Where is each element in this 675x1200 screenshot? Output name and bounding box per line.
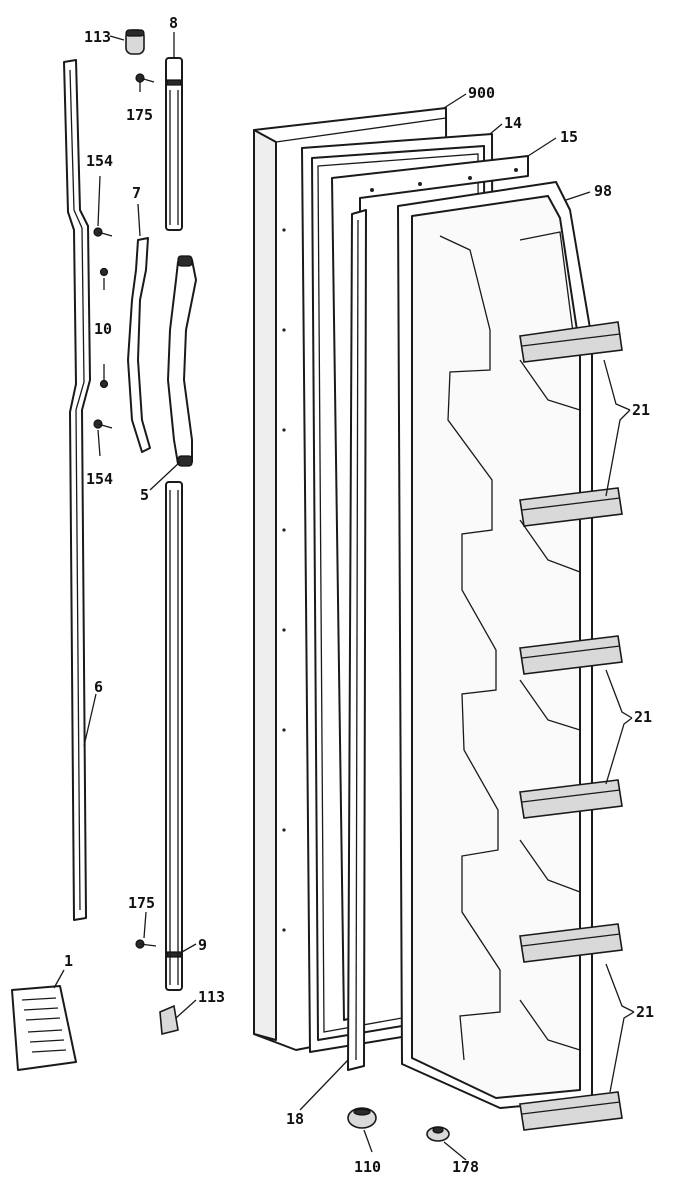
- trim-strip-part-6: [64, 60, 90, 920]
- callout-14: 14: [504, 114, 523, 132]
- side-strip-part-18: [348, 210, 366, 1070]
- handle-trim-part-7: [128, 238, 150, 452]
- callout-110: 110: [354, 1158, 382, 1176]
- callout-15: 15: [560, 128, 579, 146]
- callout-21-a: 21: [632, 401, 651, 419]
- handle-part-5: [168, 256, 196, 466]
- callout-18: 18: [286, 1110, 305, 1128]
- callout-900: 900: [468, 84, 496, 102]
- handle-bar-part-9: [166, 482, 182, 990]
- callout-175-bottom: 175: [128, 894, 156, 912]
- callout-178: 178: [452, 1158, 480, 1176]
- cap-part-113-top: [126, 30, 144, 54]
- handle-bar-part-8: [166, 58, 182, 230]
- callout-175-top: 175: [126, 106, 154, 124]
- callout-10: 10: [94, 320, 113, 338]
- callout-154-top: 154: [86, 152, 114, 170]
- callout-21-c: 21: [636, 1003, 655, 1021]
- screw-parts: [94, 74, 156, 948]
- callout-98: 98: [594, 182, 613, 200]
- cap-part-113-bottom: [160, 1006, 178, 1034]
- callout-113-top: 113: [84, 28, 112, 46]
- hinge-cap-part-110: [348, 1108, 376, 1128]
- manual-part-1: [12, 986, 76, 1070]
- bushing-part-178: [427, 1127, 449, 1141]
- callout-113-bottom: 113: [198, 988, 226, 1006]
- callout-1: 1: [64, 952, 74, 970]
- callout-8: 8: [169, 14, 179, 32]
- callout-5: 5: [140, 486, 150, 504]
- callout-154-bottom: 154: [86, 470, 114, 488]
- callout-6: 6: [94, 678, 104, 696]
- callout-21-b: 21: [634, 708, 653, 726]
- callout-7: 7: [132, 184, 142, 202]
- callout-9: 9: [198, 936, 208, 954]
